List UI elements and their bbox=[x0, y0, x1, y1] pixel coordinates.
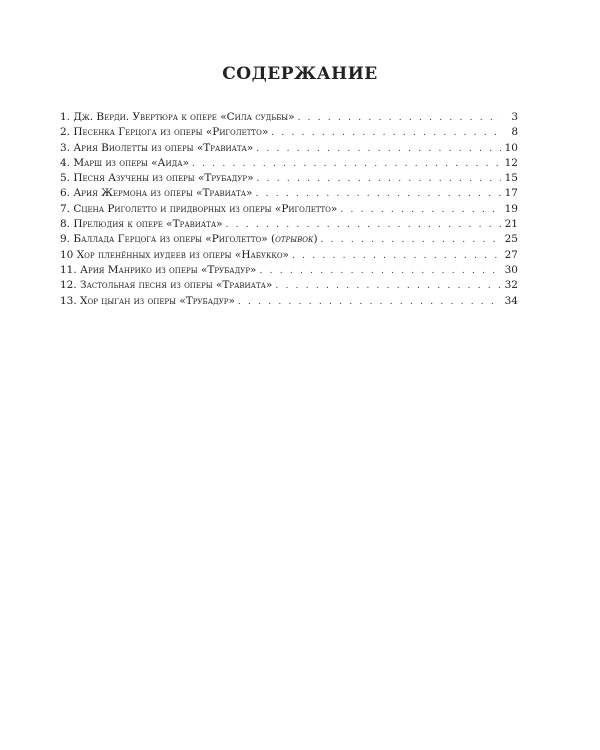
toc-entry bbox=[60, 294, 518, 309]
toc-leader-dots bbox=[298, 111, 501, 126]
toc-leader-dots bbox=[257, 172, 501, 187]
toc-leader-dots bbox=[226, 218, 501, 233]
toc-entry bbox=[60, 248, 518, 263]
toc-entry-page: 19 bbox=[504, 202, 518, 215]
toc-entry-page: 34 bbox=[504, 294, 518, 307]
toc-entry bbox=[60, 156, 518, 171]
toc-entry-page: 15 bbox=[504, 172, 518, 185]
toc-entry-label: 3. Ария Виолетты из оперы «Травиата» bbox=[60, 141, 254, 154]
toc-entry-label: 1. Дж. Верди. Увертюра к опере «Сила судьбы» bbox=[60, 111, 295, 123]
toc-entry-label: 4. Марш из оперы «Аида» bbox=[60, 156, 190, 169]
toc-entry-page: 12 bbox=[504, 156, 518, 169]
toc-entry-label: 2. Песенка Герцога из оперы «Риголетто» bbox=[60, 126, 269, 139]
toc-entry-label: 5. Песня Азучены из оперы «Трубадур» bbox=[60, 172, 254, 185]
toc-leader-dots bbox=[238, 295, 501, 310]
toc-leader-dots bbox=[340, 203, 501, 218]
toc-entry-label bbox=[60, 232, 318, 247]
toc-entry-label: 8. Прелюдия к опере «Травиата» bbox=[60, 218, 223, 231]
toc-entry-page: 32 bbox=[504, 279, 518, 292]
toc-entry-label: 13. Хор цыган из оперы «Трубадур» bbox=[60, 294, 235, 307]
toc-leader-dots bbox=[275, 279, 501, 294]
toc-entry-label: 10 Хор пленённых иудеев из оперы «Набукко» bbox=[60, 248, 289, 261]
toc-entry-page: 3 bbox=[511, 111, 518, 123]
toc-entry-label-tail: ) bbox=[313, 233, 318, 246]
toc-entry bbox=[60, 232, 518, 247]
toc-leader-dots bbox=[271, 126, 501, 141]
toc-entry bbox=[60, 171, 518, 186]
toc-entry-page: 25 bbox=[504, 233, 518, 246]
toc-entry-label: 6. Ария Жермона из оперы «Травиата» bbox=[60, 187, 253, 200]
table-of-contents bbox=[60, 110, 518, 309]
toc-entry-page: 17 bbox=[504, 187, 518, 200]
toc-entry bbox=[60, 217, 518, 232]
toc-leader-dots bbox=[256, 142, 501, 157]
toc-entry bbox=[60, 110, 518, 125]
toc-entry bbox=[60, 202, 518, 217]
toc-leader-dots bbox=[255, 187, 501, 202]
toc-entry-label: 7. Сцена Риголетто и придворных из оперы «Риголетто» bbox=[60, 202, 338, 215]
toc-entry bbox=[60, 186, 518, 201]
toc-entry-label-italic: отрывок bbox=[275, 233, 314, 246]
toc-leader-dots bbox=[321, 233, 501, 248]
toc-leader-dots bbox=[192, 157, 501, 172]
toc-entry bbox=[60, 278, 518, 293]
page-title: СОДЕРЖАНИЕ bbox=[222, 64, 378, 84]
toc-entry-label: 12. Застольная песня из оперы «Травиата» bbox=[60, 279, 273, 292]
toc-leader-dots bbox=[259, 264, 501, 279]
toc-entry bbox=[60, 125, 518, 140]
toc-entry-page: 21 bbox=[504, 218, 518, 231]
toc-leader-dots bbox=[292, 249, 501, 264]
toc-entry-label: 11. Ария Манрико из оперы «Трубадур» bbox=[60, 263, 257, 276]
toc-entry-page: 30 bbox=[504, 263, 518, 276]
toc-entry-page: 8 bbox=[511, 126, 518, 139]
toc-entry-label-text: 9. Баллада Герцога из оперы «Риголетто» ( bbox=[60, 233, 276, 246]
toc-entry-page: 27 bbox=[504, 248, 518, 261]
toc-entry-page: 10 bbox=[504, 141, 518, 154]
toc-entry bbox=[60, 141, 518, 156]
toc-entry bbox=[60, 263, 518, 278]
